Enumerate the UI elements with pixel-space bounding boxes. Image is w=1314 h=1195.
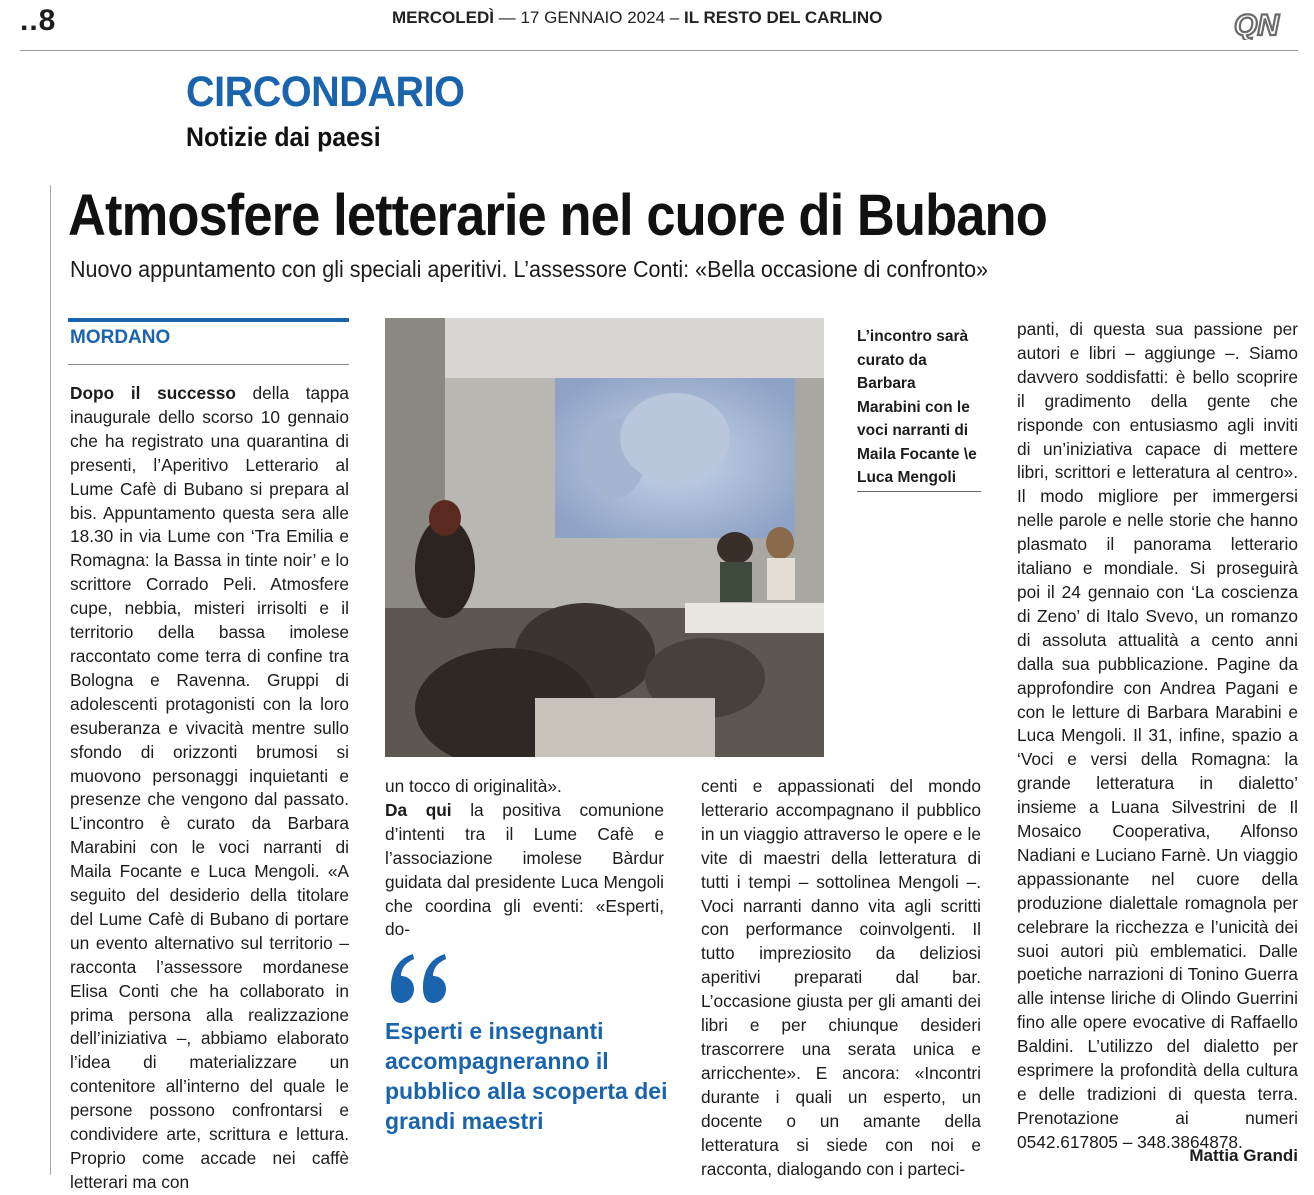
section-subtitle: Notizie dai paesi bbox=[186, 122, 381, 152]
author-byline: Mattia Grandi bbox=[1189, 1146, 1298, 1165]
page-number bbox=[20, 4, 56, 38]
masthead-separator: — bbox=[498, 8, 516, 27]
article-headline: Atmosfere letterarie nel cuore di Bubano bbox=[68, 183, 1047, 248]
col2-paragraph-1: un tocco di originalità». bbox=[385, 776, 562, 796]
kicker-rule bbox=[68, 364, 349, 365]
article-column-4 bbox=[1017, 318, 1298, 1155]
col2-body: la positiva comunione d’intenti tra il Lume Cafè e l’associazione imolese Bàrdur guidata dal presidente Luca Mengoli che coordina gli eventi: «Esperti, do- bbox=[385, 799, 664, 940]
quote-mark-icon bbox=[385, 950, 455, 1008]
col1-lead: Dopo il successo bbox=[70, 383, 236, 403]
qn-logo-icon bbox=[1230, 6, 1300, 40]
section-title: CIRCONDARIO bbox=[186, 68, 465, 116]
caption-rule bbox=[857, 491, 981, 492]
header-rule bbox=[20, 50, 1298, 51]
pull-quote: Esperti e insegnanti accompagneranno il pubblico alla scoperta dei grandi maestri bbox=[385, 1018, 668, 1134]
col3-body: centi e appassionati del mondo letterario accompagnano il pubblico in un viaggio attraverso le opere e le vite di maestri della letteratura di tutti i tempi – sottolinea Mengoli –. Voci narranti danno vita agli scritti con performance coinvolgenti. Il tutto impreziosito da deliziosi aperitivi preparati dal bar. L’occasione giusta per gli amanti dei libri e per chiunque desideri trascorrere una serata unica e arricchente». E ancora: «Incontri durante i quali un esperto, un docente o un amante della letteratura si siede con noi e racconta, dialogando con i parteci- bbox=[701, 776, 981, 1179]
event-photo bbox=[385, 318, 824, 757]
kicker-location: MORDANO bbox=[70, 327, 171, 348]
svg-text:QN: QN bbox=[1234, 9, 1279, 40]
masthead bbox=[392, 8, 882, 28]
masthead-newspaper: IL RESTO DEL CARLINO bbox=[683, 8, 883, 27]
masthead-day: MERCOLEDÌ bbox=[392, 8, 494, 27]
masthead-dash: – bbox=[669, 8, 680, 27]
article-column-2 bbox=[385, 775, 664, 942]
col4-body: panti, di questa sua passione per autori e libri – aggiunge –. Siamo davvero soddisfatti: è bello scoprire il gradimento della gente che risponde con entusiasmo agli inviti di un’iniziativa capace di mettere libri, scrittori e letteratura al centro». Il modo migliore per immergersi nelle parole e nelle storie che hanno plasmato il panorama letterario italiano e mondiale. Si proseguirà poi il 24 gennaio con ‘La coscienza di Zeno’ di Italo Svevo, un romanzo di assoluta attualità a cento anni dalla sua pubblicazione. Pagine da approfondire con Andrea Pagani e con le letture di Barbara Marabini e Luca Mengoli. Il 31, infine, spazio a ‘Voci e versi della Romagna: la grande letteratura in dialetto’ insieme a Luana Silvestrini de Il Mosaico Cooperativa, Alfonso Nadiani e Luciano Farnè. Un viaggio appassionante nel cuore della produzione dialettale romagnola per celebrare la ricchezza e l’unicità dei suoi autori più emblematici. Dalle poetiche narrazioni di Tonino Guerra alle intense liriche di Olindo Guerrini fino alle opere evocative di Raffaello Baldini. L’utilizzo del dialetto per esprimere la profondità della cultura e delle tradizioni di questa terra. Prenotazione ai numeri 0542.617805 – 348.3864878. bbox=[1017, 319, 1298, 1152]
col2-lead: Da qui bbox=[385, 799, 452, 820]
left-column-rule bbox=[50, 185, 51, 1175]
article-deck: Nuovo appuntamento con gli speciali aperitivi. L’assessore Conti: «Bella occasione di confronto» bbox=[70, 256, 988, 282]
masthead-date: 17 GENNAIO 2024 bbox=[520, 8, 666, 27]
kicker-bar bbox=[68, 318, 349, 322]
article-column-3 bbox=[701, 775, 981, 1181]
page-number-dots: .. bbox=[20, 4, 39, 37]
col1-body: della tappa inaugurale dello scorso 10 gennaio che ha registrato una quarantina di presenti, l’Aperitivo Letterario al Lume Cafè di Bubano si prepara al bis. Appuntamento questa sera alle 18.30 in via Lume con ‘Tra Emilia e Romagna: la Bassa in tinte noir’ e lo scrittore Corrado Peli. Atmosfere cupe, nebbia, misteri irrisolti e il territorio della bassa imolese raccontato come terra di confine tra Bologna e Ravenna. Gruppi di adolescenti protagonisti con la loro esuberanza e vivacità mentre sullo sfondo di orizzonti brumosi si muovono personaggi inquietanti e presenze che vengono dal passato. L’incontro è curato da Barbara Marabini con le voci narranti di Maila Focante e Luca Mengoli. «A seguito del desiderio della titolare del Lume Cafè di Bubano di portare un evento alternativo sul territorio – racconta l’assessore mordanese Elisa Conti che ha collaborato in prima persona alla realizzazione dell’iniziativa –, abbiamo elaborato l’idea di materializzare un contenitore all’interno del quale le persone possono confrontarsi e condividere arte, scrittura e lettura. Proprio come accade nei caffè letterari ma con bbox=[70, 383, 349, 1192]
page-number-value: 8 bbox=[38, 4, 57, 37]
photo-caption: L’incontro sarà curato da Barbara Marabini con le voci narranti di Maila Focante \e Luca Mengoli bbox=[857, 328, 977, 486]
article-column-1 bbox=[70, 382, 349, 1195]
